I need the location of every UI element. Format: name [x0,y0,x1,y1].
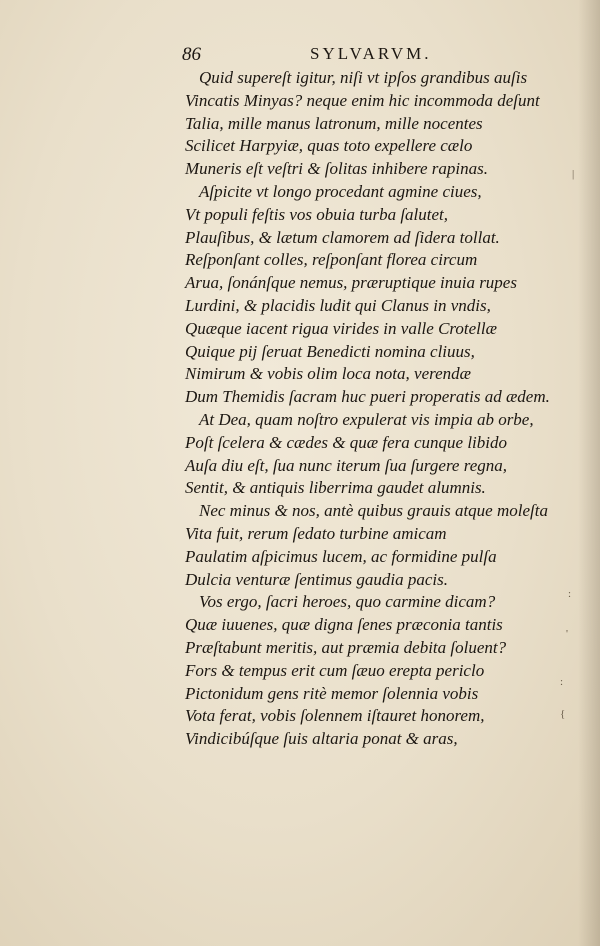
verse-line: At Dea, quam noſtro expulerat vis impia ab orbe, [199,409,534,429]
running-head [182,44,452,68]
verse-line: Vincatis Minyas? neque enim hic incommoda deſunt [185,90,540,110]
verse-line: Dum Themidis ſacram huc pueri properatis ad ædem. [185,387,550,407]
verse-text [185,67,585,751]
verse-line: Poſt ſcelera & cædes & quæ fera cunque libido [185,432,508,452]
verse-line: Quid supereſt igitur, niſi vt ipſos grandibus auſis [199,68,528,87]
verse-line: Pictonidum gens ritè memor ſolennia vobis [185,683,479,703]
verse-line: Auſa diu eſt, ſua nunc iterum ſua ſurgere regna, [185,455,508,475]
verse-line: Præſtabunt meritis, aut præmia debita ſoluent? [185,637,507,657]
verse-line: Muneris eſt veſtri & ſolitas inhibere rapinas. [185,159,488,179]
verse-line: Fors & tempus erit cum ſæuo erepta periclo [185,660,485,680]
verse-line: Scilicet Harpyiæ, quas toto expellere cælo [185,136,473,156]
verse-line: Aſpicite vt longo procedant agmine ciues, [199,181,482,201]
verse-line: Quique pij ſeruat Benedicti nomina cliuus, [185,341,475,361]
verse-line: Sentit, & antiquis liberrima gaudet alumnis. [185,478,486,498]
margin-annotation-mark: : [568,588,572,600]
verse-line: Vos ergo, ſacri heroes, quo carmine dicam? [199,592,496,612]
margin-annotation-mark: { [560,708,566,720]
verse-line: Vita fuit, rerum ſedato turbine amicam [185,523,447,543]
verse-line: Talia, mille manus latronum, mille nocentes [185,113,483,133]
verse-line: Paulatim aſpicimus lucem, ac formidine pulſa [185,546,497,566]
verse-line: Arua, ſonánſque nemus, præruptique inuia rupes [185,273,517,293]
running-title: SYLVARVM. [310,44,432,63]
verse-line: Vota ferat, vobis ſolennem iſtauret honorem, [185,706,485,726]
verse-line: Nec minus & nos, antè quibus grauis atque moleſta [199,501,548,521]
verse-line: Quæ iuuenes, quæ digna ſenes præconia tantis [185,615,503,635]
verse-line: Lurdini, & placidis ludit qui Clanus in vndis, [185,295,491,315]
verse-line: Nimirum & vobis olim loca nota, verendæ [185,364,471,384]
verse-line: Plauſibus, & lætum clamorem ad ſidera tollat. [185,227,500,247]
page-number: 86 [182,44,201,65]
margin-annotation-mark: : [560,676,564,688]
margin-annotation-mark: ' [566,628,568,640]
verse-line: Vindicibúſque ſuis altaria ponat & aras, [185,729,458,749]
margin-annotation-mark: | [572,168,575,180]
verse-line: Reſponſant colles, reſponſant florea circum [185,250,478,270]
verse-line: Vt populi feſtis vos obuia turba ſalutet, [185,204,449,224]
verse-line: Dulcia venturæ ſentimus gaudia pacis. [185,569,449,589]
verse-line: Quæque iacent rigua virides in valle Crotellæ [185,318,497,338]
